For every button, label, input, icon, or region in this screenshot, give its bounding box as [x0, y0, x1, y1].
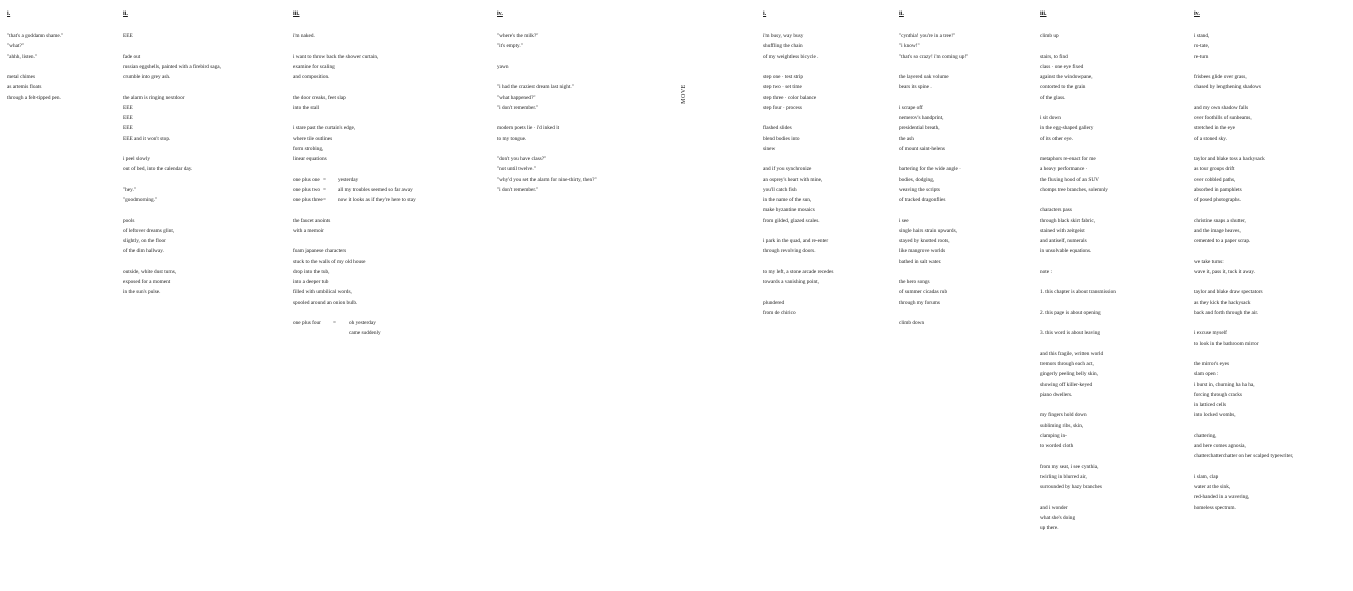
poem-line: "what happened?" [497, 94, 536, 101]
poem-line: forcing through cracks [1194, 391, 1242, 398]
poem-line: and the image heaves, [1194, 227, 1241, 234]
poem-line: i excuse myself [1194, 330, 1227, 337]
poem-line: through a felt-tipped pen. [7, 94, 61, 101]
stanza [1194, 154, 1293, 205]
poem-line: i sit down [1040, 115, 1061, 121]
stanza [1040, 462, 1116, 493]
poem-line: EEE [123, 115, 133, 121]
poem-line: i stand, [1194, 33, 1210, 39]
poem-line: red-handed in a wavering, [1194, 494, 1250, 501]
poem-line: flashed slides [763, 125, 792, 132]
poem-line: through revolving doors. [763, 248, 816, 255]
poem-line: absorbed in pamphlets [1194, 186, 1242, 193]
poem-line: "that's so crazy! i'm coming up!" [899, 53, 969, 60]
stanza [899, 216, 968, 267]
section-number-right-3: iii. [1040, 11, 1047, 17]
poem-line: with a memoir [293, 227, 324, 234]
poem-line: in the name of the sun, [763, 197, 812, 203]
poem-line: of posed photographs. [1194, 197, 1241, 203]
poem-line: shuffling the chain [763, 43, 803, 50]
stanza [899, 318, 968, 328]
stanza [123, 31, 221, 41]
poem-line: "it's empty." [497, 43, 523, 50]
poem-line: against the windowpane, [1040, 74, 1093, 80]
stanza [293, 123, 416, 164]
poem-line: showing off killer-keyed [1040, 381, 1093, 388]
poem-line: presidential breath, [899, 125, 940, 132]
poem-line: i'm busy, way busy [763, 33, 804, 39]
poem-line: bathed in salt water. [899, 258, 942, 265]
poem-line: "where's the milk?" [497, 33, 539, 39]
poem-line: and here comes agnosia, [1194, 443, 1246, 449]
poem-line: climb up [1040, 33, 1059, 39]
poem-line: water at the sink, [1194, 484, 1231, 490]
poem-line: filled with umbilical words, [293, 289, 352, 296]
poem-line: "don't you have class?" [497, 156, 547, 162]
poem-line: twirling in blurred air, [1040, 473, 1087, 480]
poem-line: yawn [497, 63, 509, 70]
poem-line: you'll catch fish [763, 186, 797, 193]
poem-line: in unsolvable equations. [1040, 248, 1092, 255]
poem-line: spooled around an onion bulb. [293, 299, 358, 306]
poem-line: to my left, a stone arcade recedes [763, 268, 834, 275]
poem-line: as artemis floats [7, 84, 42, 91]
stanza [1040, 113, 1116, 144]
poem-line: over foothills of sunbeams, [1194, 115, 1252, 121]
stanza [763, 267, 833, 288]
section-number-left-2: ii. [123, 11, 128, 17]
poem-line: what she's doing [1040, 514, 1076, 521]
poem-line: out of bed, into the calendar day. [123, 166, 193, 173]
poem-line: the fluxing hood of an SUV [1040, 176, 1099, 183]
poem-line: outside, white dust turns, [123, 268, 177, 275]
poem-line: step two · set time [763, 84, 802, 91]
stanza [1040, 503, 1116, 534]
stanza [123, 154, 221, 175]
poem-line: 1. this chapter is about transmission [1040, 289, 1116, 296]
poem-line: into the stall [293, 104, 320, 111]
poem-line: i see [899, 217, 909, 224]
poem-line: ro-tate, [1194, 43, 1210, 50]
stanza [123, 52, 221, 83]
poem-line: and composition. [293, 74, 330, 80]
poem-line: the faucet anoints [293, 217, 331, 224]
poem-line: climb down [899, 320, 925, 326]
poem-line: pools [123, 217, 135, 224]
poem-line: we take turns: [1194, 258, 1224, 265]
poem-line: crumble into grey ash. [123, 74, 171, 80]
poem-line: the alarm is ringing nextdoor [123, 94, 185, 101]
poem-line: "i had the craziest dream last night." [497, 84, 574, 91]
poem-line: taylor and blake draw spectators [1194, 289, 1263, 296]
stanza [1194, 359, 1293, 421]
poem-line: EEE [123, 125, 133, 132]
stanza [293, 31, 416, 41]
poem-line: plundered [763, 299, 785, 306]
poem-line: through my forums [899, 299, 940, 306]
poem-line: sinew [763, 145, 776, 152]
poem-line: bears its spine . [899, 84, 932, 91]
poem-line: and i wonder [1040, 504, 1068, 511]
poem-line: "cynthia! you're in a tree!" [899, 33, 956, 39]
stanza [1040, 308, 1116, 318]
equation-block [293, 175, 416, 206]
poem-line: up there. [1040, 525, 1059, 531]
poem-line: EEE [123, 104, 133, 111]
poem-column-right-4 [1194, 31, 1293, 523]
poem-line: step one · test strip [763, 74, 804, 80]
poem-line: "i don't remember." [497, 104, 539, 111]
poem-line: from my seat, i see cynthia, [1040, 463, 1099, 470]
poem-line: exposed for a moment [123, 279, 171, 285]
poem-line: of tracked dragonflies [899, 197, 946, 203]
stanza [293, 52, 416, 83]
poem-line: EEE and it won't stop. [123, 135, 171, 142]
poem-line: as they kick the hackysack [1194, 299, 1251, 306]
stanza [899, 31, 968, 62]
poem-line: "not until twelve." [497, 166, 536, 173]
stanza [1194, 216, 1293, 247]
poem-line: step four · process [763, 104, 802, 111]
poem-line: fade out [123, 53, 141, 60]
poem-line: to look in the bathroom mirror [1194, 340, 1259, 347]
stanza [763, 31, 833, 62]
stanza [1040, 287, 1116, 297]
stanza [1194, 72, 1293, 93]
poem-line: modern poets lie · i'd inked it [497, 125, 560, 132]
stanza [123, 267, 221, 298]
poem-line: frisbees glide over grass, [1194, 74, 1247, 80]
poem-line: "hey." [123, 186, 136, 193]
poem-line: to worded cloth [1040, 443, 1074, 449]
poem-line: stained with zeitgeist [1040, 227, 1085, 234]
poem-line: towards a vanishing point, [763, 279, 819, 285]
poem-line: the door creaks, feet slap [293, 94, 346, 101]
poem-line: i scrape off [899, 104, 923, 111]
section-number-left-4: iv. [497, 11, 503, 17]
stanza [1040, 31, 1116, 41]
poem-line: form strobing, [293, 145, 324, 152]
poem-line: i want to throw back the shower curtain, [293, 53, 379, 60]
poem-line: of leftover dreams glint, [123, 227, 175, 234]
poem-line: characters pass [1040, 207, 1072, 214]
poem-line: metaphors re-enact for me [1040, 156, 1096, 162]
equation-row: one plus one = yesterday [293, 176, 359, 183]
stanza [1040, 267, 1116, 277]
poem-line: bartering for the wide angle · [899, 166, 961, 173]
poem-line: tremors through each act, [1040, 361, 1094, 367]
poem-line: "i don't remember." [497, 186, 539, 193]
stanza [1040, 52, 1116, 103]
poem-line: make byzantine mosaics [763, 207, 815, 214]
poem-line: stayed by knotted roots, [899, 238, 950, 244]
stanza [899, 103, 968, 154]
poem-line: foam japanese characters [293, 248, 347, 255]
stanza [1194, 31, 1293, 62]
poem-line: class · one eye fixed [1040, 63, 1084, 70]
poem-line: examine for scaling [293, 63, 335, 70]
poem-line: "i know!" [899, 43, 920, 50]
poem-line: into locked wombs, [1194, 412, 1236, 419]
poem-line: in the sun's pulse. [123, 289, 161, 296]
poem-line: EEE [123, 33, 133, 39]
poem-line: chased by lengthening shadows [1194, 84, 1261, 91]
poem-line: chattering, [1194, 432, 1217, 439]
move-divider-label: MOVE [680, 84, 687, 104]
poem-line: linear equations [293, 156, 327, 162]
poem-line: the hero songs [899, 279, 930, 285]
stanza [1194, 328, 1293, 349]
section-number-right-1: i. [763, 11, 767, 17]
poem-line: i peel slowly [123, 156, 151, 162]
poem-line: as tour groups drift [1194, 166, 1235, 173]
section-number-right-2: ii. [899, 11, 904, 17]
poem-column-left-3 [293, 31, 416, 349]
poem-line: of my weightless bicycle . [763, 53, 819, 60]
stanza [899, 164, 968, 205]
stanza [497, 31, 597, 52]
stanza [1194, 287, 1293, 318]
stanza [293, 216, 416, 237]
poem-line: through black skirt fabric, [1040, 217, 1096, 224]
poem-line: bodies, dodging, [899, 176, 935, 183]
equation-row: one plus three= now it looks as if they're here to stay [293, 197, 416, 203]
poem-line: contorted to the grain [1040, 84, 1086, 91]
stanza [763, 164, 833, 226]
poem-line: "why'd you set the alarm for nine-thirty, then?" [497, 176, 597, 183]
poem-line: from de chirico [763, 309, 796, 316]
stanza [1040, 410, 1116, 451]
stanza [1194, 103, 1293, 144]
poem-line: i slam, clap [1194, 473, 1219, 480]
stanza [293, 246, 416, 308]
poem-line: chatterchatterchatter on her scalped typewriter, [1194, 453, 1294, 460]
poem-line: over cobbled paths, [1194, 176, 1236, 183]
poem-line: of mount saint-helens [899, 145, 945, 152]
poem-line: and antiself, numerals [1040, 238, 1087, 244]
poem-line: christine snaps a shutter, [1194, 217, 1246, 224]
poem-line: i park in the quad, and re-enter [763, 238, 829, 244]
poem-line: slightly, on the floor [123, 238, 166, 244]
poem-line: blend bodies into [763, 135, 800, 142]
stanza [123, 93, 221, 144]
final-equation: one plus four = oh yesterday came suddenly [293, 320, 381, 337]
stanza [1040, 349, 1116, 400]
stanza [763, 298, 833, 319]
poem-line: and my own shadow falls [1194, 104, 1249, 111]
poem-line: like mangrove worlds [899, 248, 946, 255]
poem-line: the ash [899, 135, 914, 142]
stanza [763, 123, 833, 154]
poem-line: a heavy performance · [1040, 166, 1088, 173]
poem-line: of its other eye. [1040, 135, 1073, 142]
poem-line: back and forth through the air. [1194, 309, 1259, 316]
poem-line: i'm naked. [293, 33, 315, 39]
stanza [763, 72, 833, 113]
poem-line: in the egg-shaped gallery [1040, 125, 1094, 132]
poem-line: 3. this word is about leaving [1040, 330, 1101, 337]
poem-line: into a deeper tub [293, 279, 329, 285]
stanza [899, 72, 968, 93]
poem-line: from gilded, glazed scales. [763, 217, 820, 224]
equation-row: one plus two = all my troubles seemed so far away [293, 186, 413, 193]
stanza [1040, 154, 1116, 195]
poem-line: the layered oak volume [899, 74, 949, 80]
stanza [1040, 328, 1116, 338]
section-number-left-3: iii. [293, 11, 300, 17]
poem-line: "that's a goddamn shame." [7, 33, 64, 39]
stanza [1194, 257, 1293, 278]
poem-line: an osprey's heart with mine, [763, 176, 823, 183]
poem-column-right-1 [763, 31, 833, 328]
poem-line: chomps tree branches, solemnly [1040, 186, 1108, 193]
poem-line: piano dwellers. [1040, 391, 1073, 398]
poem-column-left-4 [497, 31, 597, 205]
stanza [1040, 205, 1116, 256]
poem-line: gingerly peeling belly skin, [1040, 371, 1098, 378]
poem-line: of the glass. [1040, 94, 1066, 101]
poem-line: weaving the scripts [899, 186, 940, 193]
stanza [293, 93, 416, 114]
stanza [123, 185, 221, 206]
poem-line: of a stoned sky. [1194, 135, 1227, 142]
poem-line: subliming ribs, skin, [1040, 422, 1084, 429]
poem-line: my fingers hold down [1040, 412, 1087, 419]
poem-line: i stare past the curtain's edge, [293, 125, 356, 132]
poem-line: note : [1040, 268, 1052, 275]
poem-line: homeless spectrum. [1194, 504, 1236, 511]
poem-line: taylor and blake toss a hackysack [1194, 156, 1265, 162]
poem-column-left-1 [7, 31, 63, 113]
poem-line: stairs, to find [1040, 53, 1068, 60]
stanza [497, 62, 597, 72]
poem-line: step three · color balance [763, 94, 817, 101]
poem-line: single hairs strain upwards, [899, 227, 957, 234]
poem-column-right-2 [899, 31, 968, 339]
poem-line: re-turn [1194, 53, 1209, 60]
poem-line: of the dim hallway. [123, 248, 164, 255]
poem-line: in latticed cells [1194, 402, 1227, 408]
section-number-right-4: iv. [1194, 11, 1200, 17]
poem-line: and if you synchronize [763, 166, 812, 173]
poem-line: russian eggshells, painted with a firebird saga, [123, 63, 221, 70]
poem-line: stretched in the eye [1194, 125, 1236, 132]
poem-line: "what?" [7, 43, 24, 50]
poem-line: metal chimes [7, 74, 36, 80]
poem-line: "ahhh, listen." [7, 53, 38, 60]
poem-line: stuck to the walls of my old house [293, 258, 366, 265]
poem-line: the mirror's eyes [1194, 361, 1230, 367]
stanza [123, 216, 221, 257]
poem-line: "goodmorning." [123, 197, 158, 203]
poem-line: to my tongue. [497, 135, 527, 142]
poem-line: and this fragile, written world [1040, 350, 1104, 357]
stanza [497, 154, 597, 195]
poem-line: cemented to a paper scrap. [1194, 238, 1251, 244]
stanza [763, 236, 833, 257]
poem-line: slam open : [1194, 371, 1219, 378]
poem-column-left-2 [123, 31, 221, 308]
section-number-left-1: i. [7, 11, 11, 17]
poem-line: surrounded by hazy branches [1040, 484, 1102, 490]
poem-line: drop into the tub, [293, 268, 330, 275]
stanza [1194, 472, 1293, 513]
poem-line: wave it, pass it, tuck it away. [1194, 268, 1255, 275]
poem-line: of summer cicadas rub [899, 289, 948, 296]
poem-column-right-3 [1040, 31, 1116, 544]
poem-line: nemerov's handprint, [899, 115, 944, 121]
stanza [7, 31, 63, 62]
poem-line: clamping in- [1040, 432, 1067, 439]
poem-line: 2. this page is about opening [1040, 309, 1101, 316]
poem-line: where tile outlines [293, 135, 333, 142]
stanza [899, 277, 968, 308]
stanza [497, 82, 597, 113]
poem-line: i burst in, churning ha ha ha, [1194, 381, 1255, 388]
stanza [7, 72, 63, 103]
stanza [497, 123, 597, 144]
stanza [1194, 431, 1293, 462]
